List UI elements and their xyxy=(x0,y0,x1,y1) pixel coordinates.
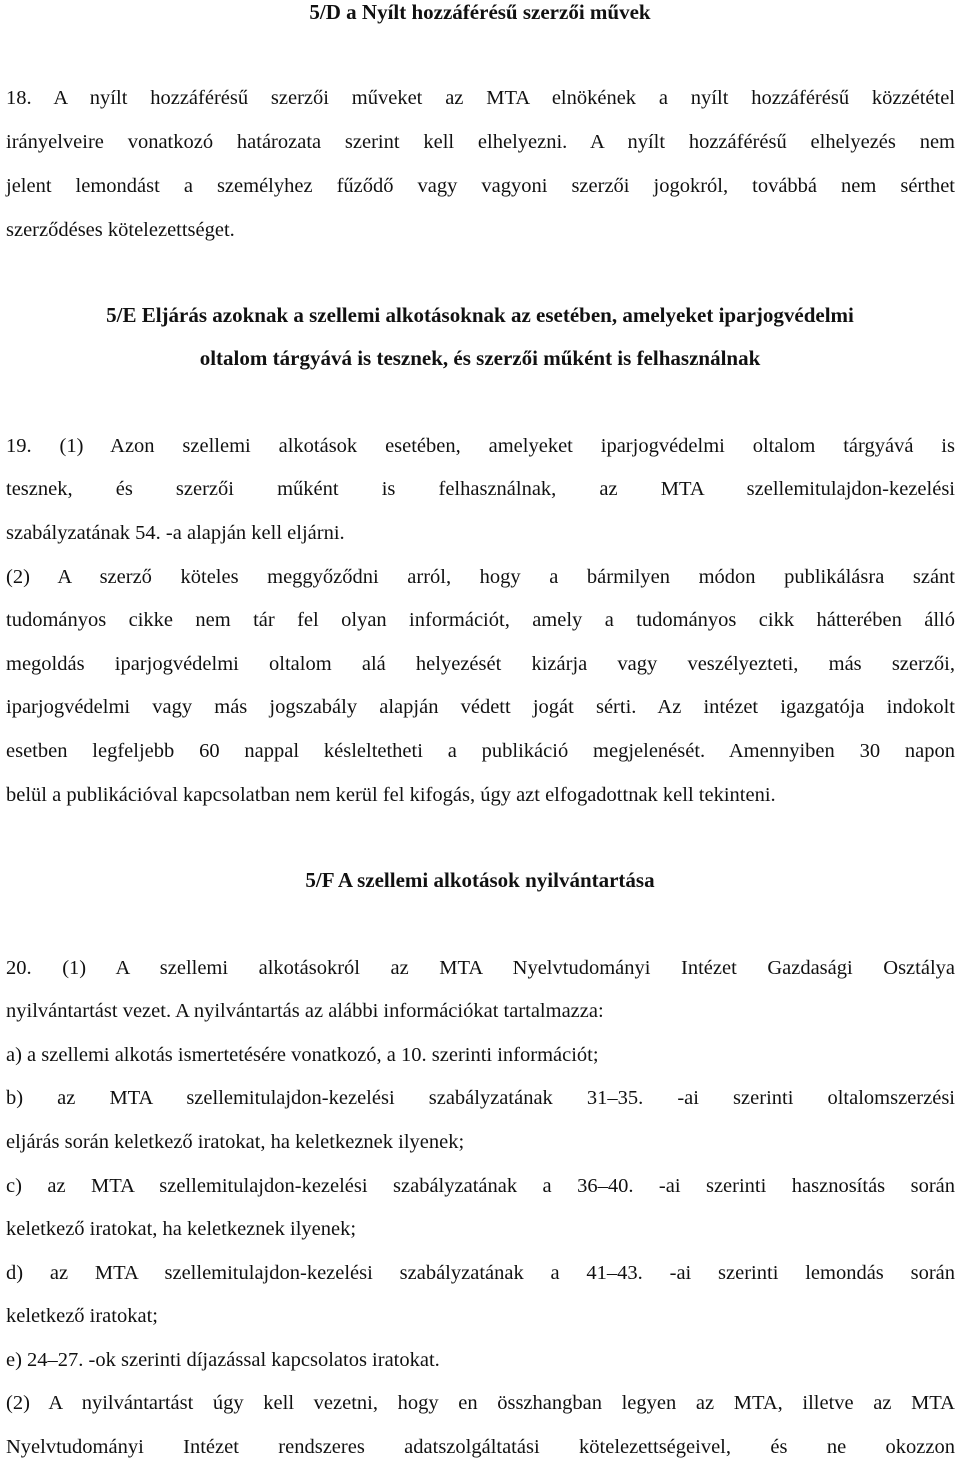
section-title-5e-line1: 5/E Eljárás azoknak a szellemi alkotásoknak az esetében, amelyeket iparjogvédelmi xyxy=(106,303,854,327)
paragraph-19-line: tesznek, és szerzői műként is felhasználnak, az MTA szellemitulajdon-kezelési xyxy=(6,478,955,500)
paragraph-19-2-line: iparjogvédelmi vagy más jogszabály alapján védett jogát sérti. Az intézet igazgatója indokolt xyxy=(6,696,955,718)
paragraph-19-2-line: (2) A szerző köteles meggyőződni arról, hogy a bármilyen módon publikálásra szánt xyxy=(6,566,955,588)
list-item-c-cont: keletkező iratokat, ha keletkeznek ilyenek; xyxy=(6,1218,357,1240)
paragraph-20-2-line: (2) A nyilvántartást úgy kell vezetni, hogy en összhangban legyen az MTA, illetve az MTA xyxy=(6,1392,955,1414)
list-item-c: c) az MTA szellemitulajdon-kezelési szabályzatának a 36–40. -ai szerinti hasznosítás során xyxy=(6,1175,955,1197)
section-title-5d: 5/D a Nyílt hozzáférésű szerzői művek xyxy=(309,0,651,24)
paragraph-18-line: irányelveire vonatkozó határozata szerint kell elhelyezni. A nyílt hozzáférésű elhelyezés nem xyxy=(6,131,955,153)
list-item-b-cont: eljárás során keletkező iratokat, ha keletkeznek ilyenek; xyxy=(6,1131,465,1153)
paragraph-19-2-line: belül a publikációval kapcsolatban nem kerül fel kifogás, úgy azt elfogadottnak kell tekinteni. xyxy=(6,784,776,806)
paragraph-18-line: 18. A nyílt hozzáférésű szerzői műveket az MTA elnökének a nyílt hozzáférésű közzététel xyxy=(6,87,955,109)
list-item-b: b) az MTA szellemitulajdon-kezelési szabályzatának 31–35. -ai szerinti oltalomszerzési xyxy=(6,1087,955,1109)
list-item-d: d) az MTA szellemitulajdon-kezelési szabályzatának a 41–43. -ai szerinti lemondás során xyxy=(6,1262,955,1284)
paragraph-19-2-line: tudományos cikke nem tár fel olyan információt, amely a tudományos cikk hátterében álló xyxy=(6,609,955,631)
section-title-5f: 5/F A szellemi alkotások nyilvántartása xyxy=(305,868,655,892)
paragraph-18-line: jelent lemondást a személyhez fűződő vagy vagyoni szerzői jogokról, továbbá nem sérthet xyxy=(6,175,955,197)
paragraph-20-line: 20. (1) A szellemi alkotásokról az MTA Nyelvtudományi Intézet Gazdasági Osztálya xyxy=(6,957,955,979)
list-item-d-cont: keletkező iratokat; xyxy=(6,1305,158,1327)
paragraph-19-2-line: megoldás iparjogvédelmi oltalom alá helyezését kizárja vagy veszélyezteti, más szerzői, xyxy=(6,653,955,675)
paragraph-19-line: szabályzatának 54. -a alapján kell eljárni. xyxy=(6,522,345,544)
paragraph-19-2-line: esetben legfeljebb 60 nappal késleltetheti a publikáció megjelenését. Amennyiben 30 napon xyxy=(6,740,955,762)
paragraph-19-line: 19. (1) Azon szellemi alkotások esetében, amelyeket iparjogvédelmi oltalom tárgyává is xyxy=(6,435,955,457)
list-item-e: e) 24–27. -ok szerinti díjazással kapcsolatos iratokat. xyxy=(6,1349,440,1371)
paragraph-20-line: nyilvántartást vezet. A nyilvántartás az alábbi információkat tartalmazza: xyxy=(6,1000,604,1022)
paragraph-18-line: szerződéses kötelezettséget. xyxy=(6,219,235,241)
list-item-a: a) a szellemi alkotás ismertetésére vonatkozó, a 10. szerinti információt; xyxy=(6,1044,599,1066)
paragraph-20-2-line: Nyelvtudományi Intézet rendszeres adatszolgáltatási kötelezettségeivel, és ne okozzon xyxy=(6,1436,955,1458)
section-title-5e-line2: oltalom tárgyává is tesznek, és szerzői műként is felhasználnak xyxy=(199,346,761,370)
